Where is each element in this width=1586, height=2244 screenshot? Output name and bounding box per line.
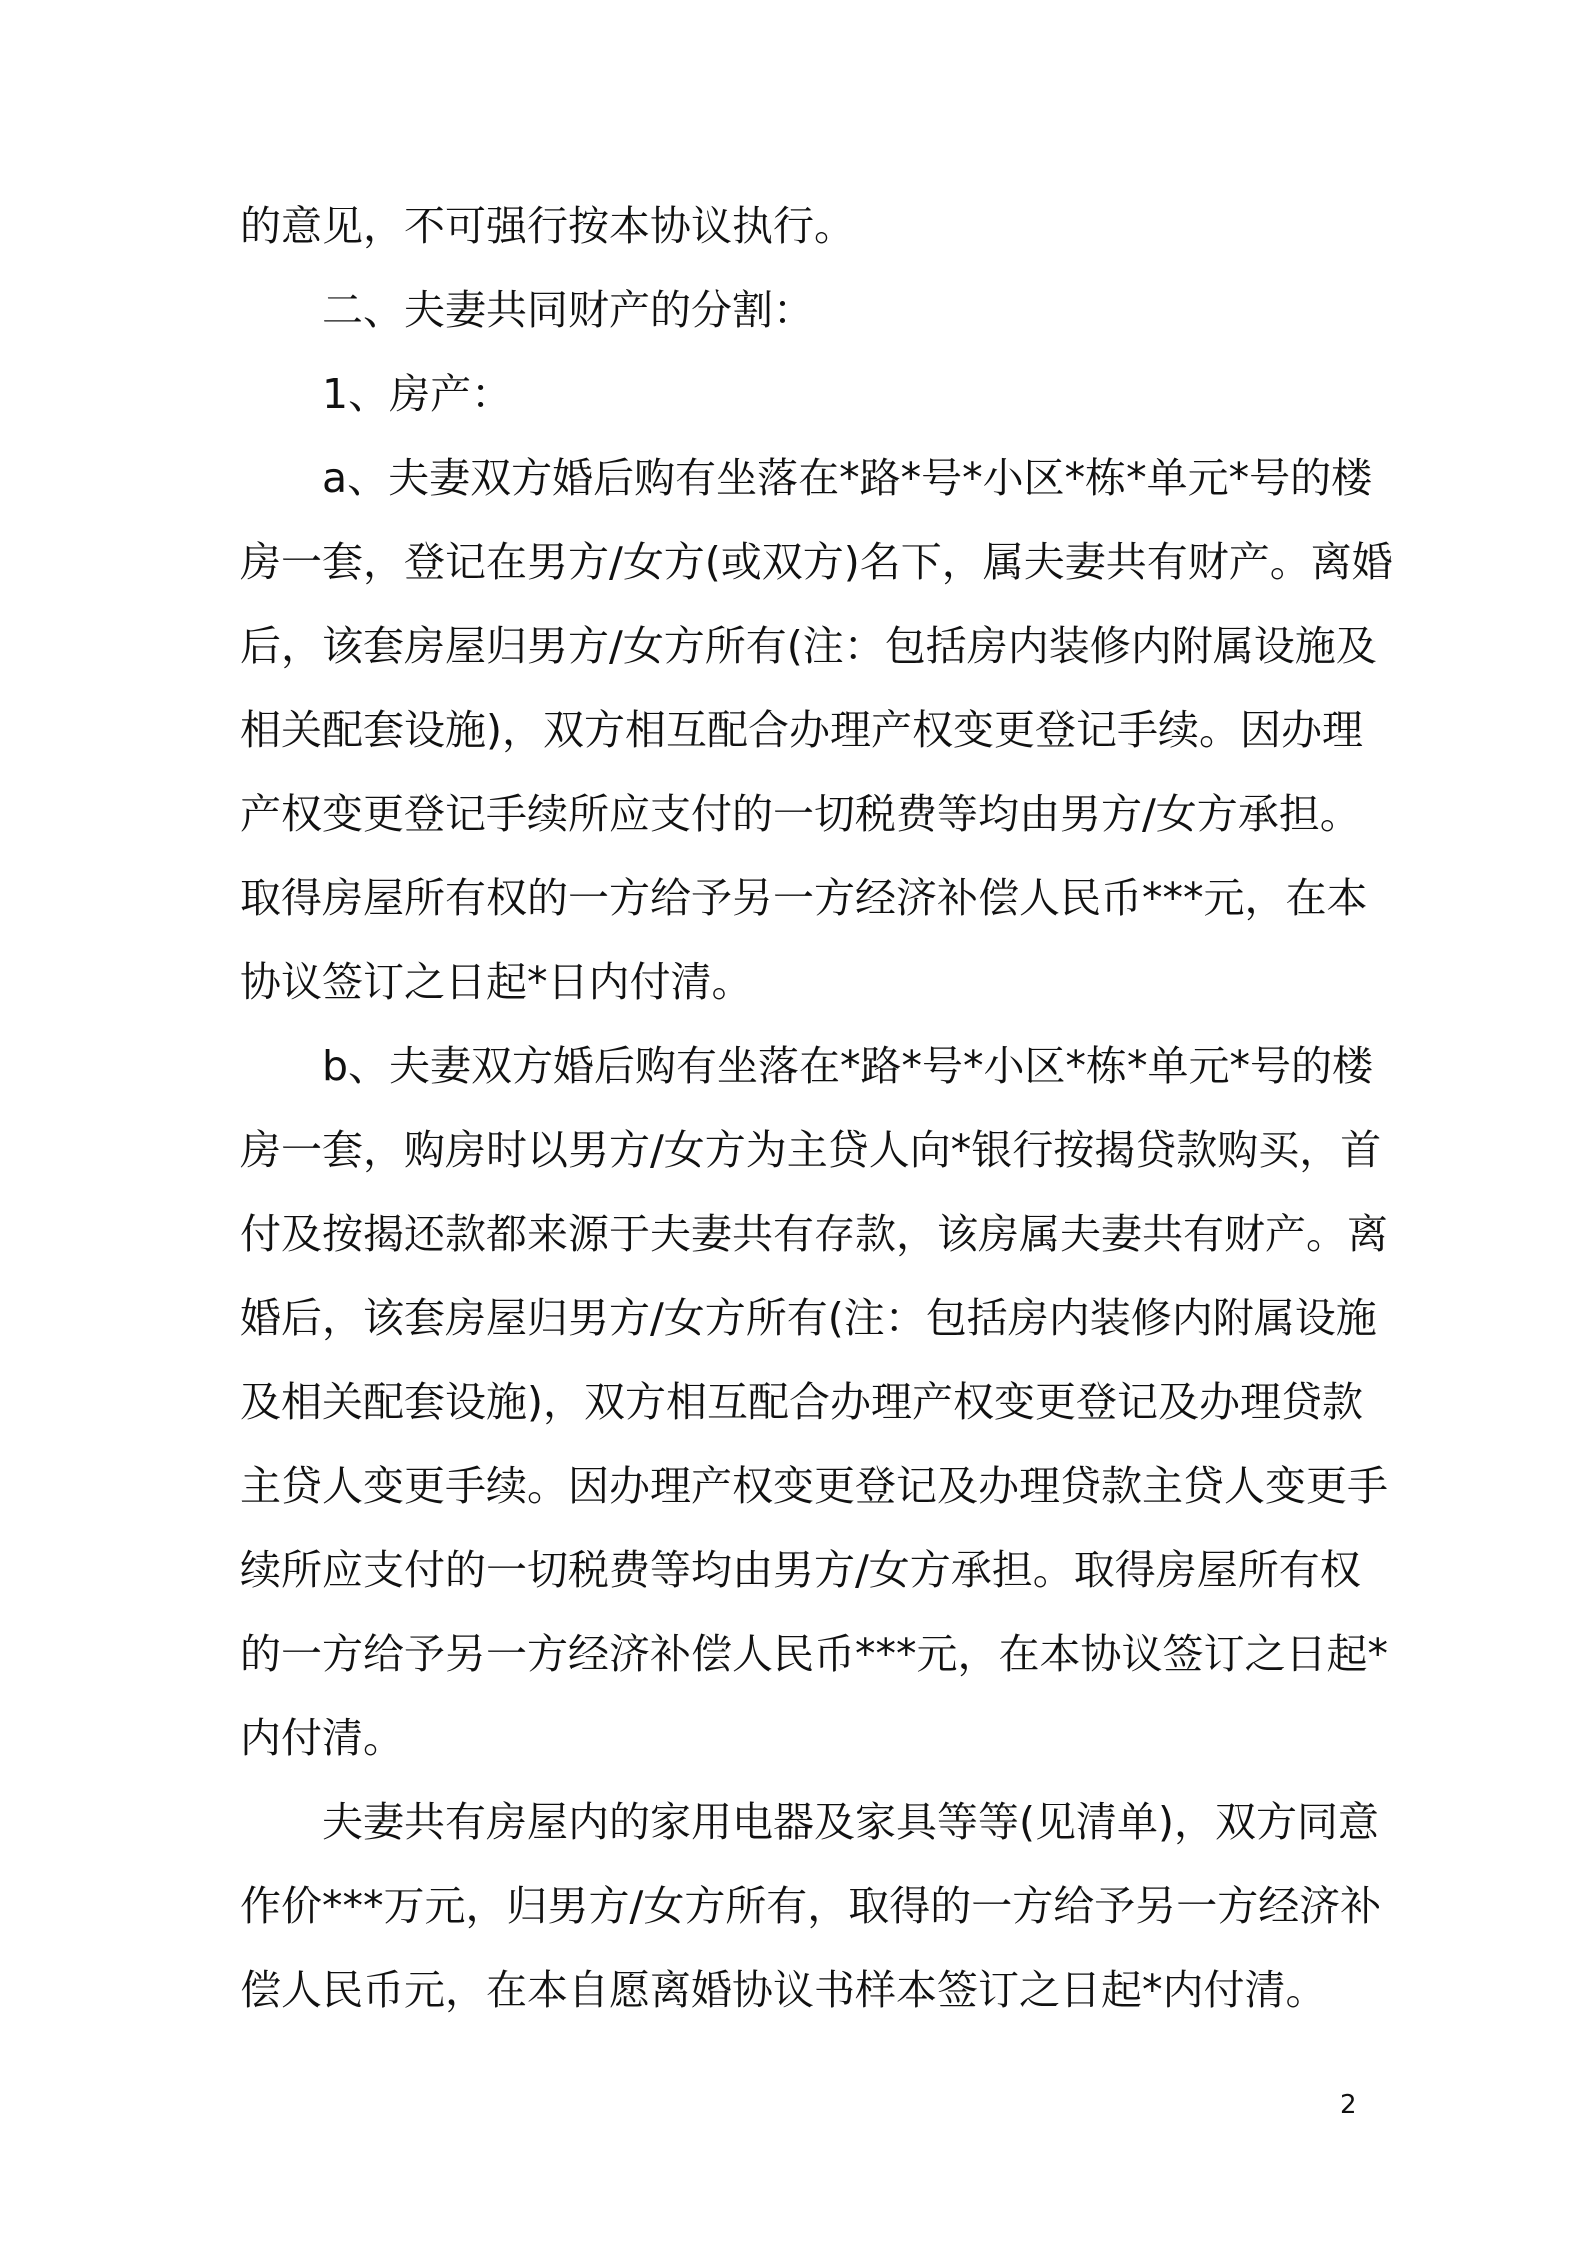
text-line: 夫妻共有房屋内的家用电器及家具等等(见清单)，双方同意: [322, 1798, 1379, 1846]
paragraph-continuation: [240, 184, 1355, 268]
text-line: 房一套，登记在男方/女方(或双方)名下，属夫妻共有财产。离婚: [240, 538, 1393, 586]
subheading-property: [240, 352, 1355, 436]
text-line: 房一套，购房时以男方/女方为主贷人向*银行按揭贷款购买，首: [240, 1126, 1382, 1174]
text-line: 取得房屋所有权的一方给予另一方经济补偿人民币***元，在本: [240, 874, 1368, 922]
document-body: [240, 184, 1393, 2032]
text-line: 相关配套设施)，双方相互配合办理产权变更登记手续。因办理: [240, 706, 1363, 754]
page-number: 2: [1340, 2090, 1357, 2120]
paragraph-household-items: [240, 1780, 1382, 2032]
text-line: 的一方给予另一方经济补偿人民币***元，在本协议签订之日起*: [240, 1630, 1388, 1678]
text-line: 协议签订之日起*日内付清。: [240, 958, 753, 1006]
paragraph-item-a: [240, 436, 1393, 1024]
paragraph-item-b: [240, 1024, 1388, 1780]
text-line: 产权变更登记手续所应支付的一切税费等均由男方/女方承担。: [240, 790, 1361, 838]
text-line: b、夫妻双方婚后购有坐落在*路*号*小区*栋*单元*号的楼: [322, 1042, 1374, 1090]
text-line: 续所应支付的一切税费等均由男方/女方承担。取得房屋所有权: [240, 1546, 1361, 1594]
text-line: a、夫妻双方婚后购有坐落在*路*号*小区*栋*单元*号的楼: [322, 454, 1373, 502]
text-line: 二、夫妻共同财产的分割：: [322, 286, 814, 334]
text-line: 1、房产：: [322, 370, 513, 418]
text-line: 主贷人变更手续。因办理产权变更登记及办理贷款主贷人变更手: [240, 1462, 1388, 1510]
text-line: 的意见，不可强行按本协议执行。: [240, 202, 855, 250]
text-line: 付及按揭还款都来源于夫妻共有存款，该房属夫妻共有财产。离: [240, 1210, 1388, 1258]
text-line: 作价***万元，归男方/女方所有，取得的一方给予另一方经济补: [240, 1882, 1382, 1930]
text-line: 婚后，该套房屋归男方/女方所有(注：包括房内装修内附属设施: [240, 1294, 1377, 1342]
section-heading: [240, 268, 1355, 352]
text-line: 后，该套房屋归男方/女方所有(注：包括房内装修内附属设施及: [240, 622, 1377, 670]
text-line: 偿人民币元，在本自愿离婚协议书样本签订之日起*内付清。: [240, 1966, 1327, 2014]
text-line: 及相关配套设施)，双方相互配合办理产权变更登记及办理贷款: [240, 1378, 1363, 1426]
text-line: 内付清。: [240, 1714, 404, 1762]
